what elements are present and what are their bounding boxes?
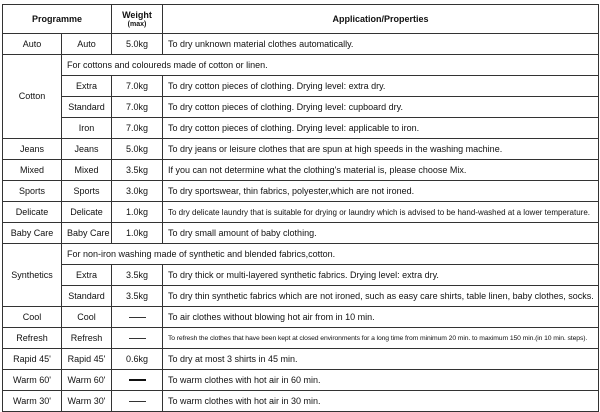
- max-weight: 3.5kg: [112, 286, 163, 307]
- table-row: [3, 118, 599, 139]
- application-text: To dry at most 3 shirts in 45 min.: [163, 349, 599, 370]
- application-text: To dry sportswear, thin fabrics, polyester,which are not ironed.: [163, 181, 599, 202]
- programme-variant: Refresh: [62, 328, 112, 349]
- programme-variant: Standard: [62, 286, 112, 307]
- programme-variant: Jeans: [62, 139, 112, 160]
- max-weight: 1.0kg: [112, 202, 163, 223]
- max-weight: 0.6kg: [112, 349, 163, 370]
- programme-name: Cool: [3, 307, 62, 328]
- programme-variant: Delicate: [62, 202, 112, 223]
- programme-variant: Baby Care: [62, 223, 112, 244]
- weight-header-sub: (max): [127, 20, 147, 28]
- programme-name: Cotton: [3, 55, 62, 139]
- table-row: [3, 55, 599, 76]
- programme-name: Refresh: [3, 328, 62, 349]
- max-weight: 7.0kg: [112, 118, 163, 139]
- max-weight: 5.0kg: [112, 139, 163, 160]
- max-weight: [112, 391, 163, 412]
- programme-name: Sports: [3, 181, 62, 202]
- programme-note: For non-iron washing made of synthetic and blended fabrics,cotton.: [62, 244, 599, 265]
- table-row: [3, 202, 599, 223]
- no-weight-dash: [129, 338, 146, 339]
- table-row: [3, 349, 599, 370]
- max-weight: [112, 328, 163, 349]
- programme-variant: Warm 60': [62, 370, 112, 391]
- application-text: To dry small amount of baby clothing.: [163, 223, 599, 244]
- programme-table: [2, 4, 599, 412]
- application-header: Application/Properties: [163, 5, 599, 34]
- application-text: To refresh the clothes that have been kept at closed environments for a long time from minimum 20 min. to maximum 150 min.(in 10 min. steps).: [163, 328, 599, 349]
- table-row: [3, 391, 599, 412]
- table-row: [3, 307, 599, 328]
- table-row: [3, 223, 599, 244]
- application-text: To dry cotton pieces of clothing. Drying level: applicable to iron.: [163, 118, 599, 139]
- table-row: [3, 328, 599, 349]
- max-weight: 3.5kg: [112, 160, 163, 181]
- no-weight-dash: [129, 401, 146, 402]
- max-weight: 3.5kg: [112, 265, 163, 286]
- table-row: [3, 265, 599, 286]
- max-weight: 7.0kg: [112, 76, 163, 97]
- programme-name: Warm 30': [3, 391, 62, 412]
- programme-name: Auto: [3, 34, 62, 55]
- max-weight: [112, 370, 163, 391]
- application-text: To dry thin synthetic fabrics which are not ironed, such as easy care shirts, table linen, baby clothes, socks.: [163, 286, 599, 307]
- programme-variant: Iron: [62, 118, 112, 139]
- table-row: [3, 160, 599, 181]
- table-row: [3, 139, 599, 160]
- programme-variant: Standard: [62, 97, 112, 118]
- programme-name: Delicate: [3, 202, 62, 223]
- table-row: [3, 286, 599, 307]
- max-weight: 5.0kg: [112, 34, 163, 55]
- weight-header: [112, 5, 163, 34]
- programme-variant: Rapid 45': [62, 349, 112, 370]
- programme-variant: Extra: [62, 76, 112, 97]
- table-row: [3, 97, 599, 118]
- application-text: To dry delicate laundry that is suitable for drying or laundry which is advised to be hand-washed at a lower temperature.: [163, 202, 599, 223]
- max-weight: [112, 307, 163, 328]
- programme-name: Mixed: [3, 160, 62, 181]
- programme-name: Warm 60': [3, 370, 62, 391]
- application-text: To dry unknown material clothes automatically.: [163, 34, 599, 55]
- table-row: [3, 76, 599, 97]
- programme-name: Rapid 45': [3, 349, 62, 370]
- header-row: [3, 5, 599, 34]
- application-text: To dry thick or multi-layered synthetic fabrics. Drying level: extra dry.: [163, 265, 599, 286]
- programme-variant: Cool: [62, 307, 112, 328]
- table-row: [3, 370, 599, 391]
- application-text: To warm clothes with hot air in 60 min.: [163, 370, 599, 391]
- programme-variant: Auto: [62, 34, 112, 55]
- programme-variant: Warm 30': [62, 391, 112, 412]
- weight-header-label: Weight: [122, 9, 152, 20]
- programme-name: Synthetics: [3, 244, 62, 307]
- application-text: To dry jeans or leisure clothes that are spun at high speeds in the washing machine.: [163, 139, 599, 160]
- programme-variant: Extra: [62, 265, 112, 286]
- programme-note: For cottons and coloureds made of cotton or linen.: [62, 55, 599, 76]
- table-row: [3, 181, 599, 202]
- programme-variant: Sports: [62, 181, 112, 202]
- no-weight-dash: [129, 379, 146, 381]
- programme-header: Programme: [3, 5, 112, 34]
- programme-name: Baby Care: [3, 223, 62, 244]
- table-row: [3, 244, 599, 265]
- programme-name: Jeans: [3, 139, 62, 160]
- no-weight-dash: [129, 317, 146, 318]
- programme-variant: Mixed: [62, 160, 112, 181]
- application-text: To air clothes without blowing hot air from in 10 min.: [163, 307, 599, 328]
- application-text: To dry cotton pieces of clothing. Drying level: cupboard dry.: [163, 97, 599, 118]
- max-weight: 1.0kg: [112, 223, 163, 244]
- max-weight: 7.0kg: [112, 97, 163, 118]
- application-text: To dry cotton pieces of clothing. Drying level: extra dry.: [163, 76, 599, 97]
- max-weight: 3.0kg: [112, 181, 163, 202]
- table-row: [3, 34, 599, 55]
- application-text: If you can not determine what the clothing's material is, please choose Mix.: [163, 160, 599, 181]
- application-text: To warm clothes with hot air in 30 min.: [163, 391, 599, 412]
